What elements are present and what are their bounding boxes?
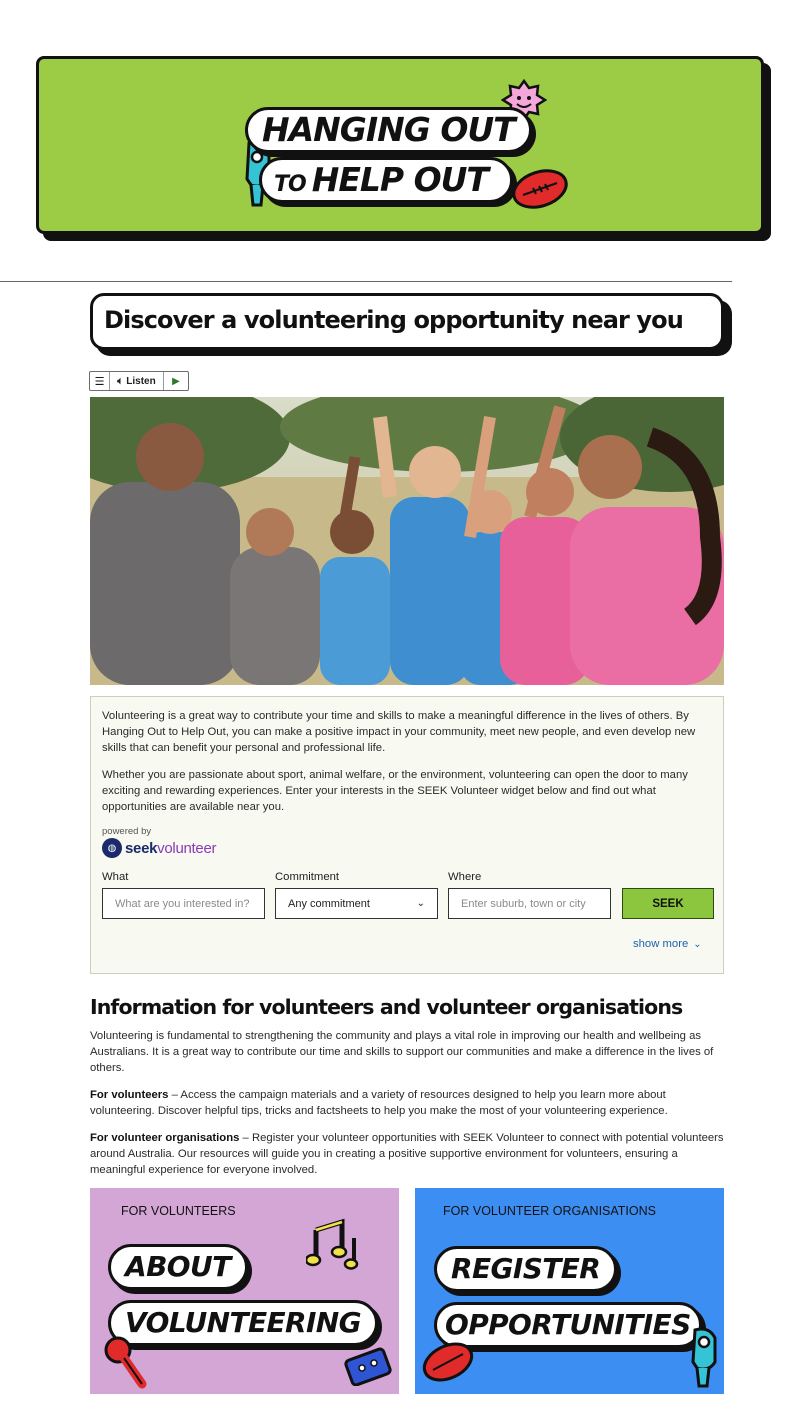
whistle-icon: [687, 1326, 721, 1390]
logo-line-2-main: HELP OUT: [311, 160, 488, 199]
speaker-icon: 🔈︎: [117, 375, 124, 387]
campaign-logo: [239, 79, 579, 219]
commitment-label: Commitment: [275, 871, 340, 883]
volunteers-bold: For volunteers: [90, 1089, 169, 1101]
page-title: Discover a volunteering opportunity near you: [104, 306, 683, 334]
seek-button[interactable]: SEEK: [622, 888, 714, 919]
section-divider: [0, 281, 732, 282]
football-icon: [419, 1338, 477, 1386]
music-notes-icon: [306, 1216, 364, 1272]
orgs-text: – Register your volunteer opportunities with SEEK Volunteer to connect with potential volunteers around Australia. Our resources will guide you in creating a positive supportive environment for volunteers, ensuring a meaningful experience for everyone involved.: [90, 1132, 724, 1176]
microphone-icon: [102, 1334, 150, 1390]
card-label: FOR VOLUNTEER ORGANISATIONS: [443, 1204, 656, 1218]
seek-volunteer-widget: [90, 696, 724, 974]
widget-interest-paragraph: Whether you are passionate about sport, animal welfare, or the environment, volunteering can open the door to many exciting and rewarding experiences. Enter your interests in the SEEK Volunteer widget below and find out what opportunities are available near you.: [102, 769, 688, 813]
about-volunteering-card[interactable]: [90, 1188, 399, 1394]
what-label: What: [102, 871, 129, 883]
commitment-select[interactable]: [275, 888, 438, 919]
card-line-2: OPPORTUNITIES: [434, 1302, 702, 1348]
volunteers-paragraph: [90, 1087, 730, 1119]
listen-button[interactable]: [110, 372, 164, 390]
logo-line-1: HANGING OUT: [245, 107, 532, 153]
where-input[interactable]: Enter suburb, town or city: [448, 888, 611, 919]
chevron-down-icon: ⌄: [693, 938, 702, 950]
seek-globe-icon: ◍: [102, 838, 122, 858]
football-icon: [509, 167, 571, 211]
logo-line-2: [259, 157, 513, 203]
card-line-1: REGISTER: [434, 1246, 617, 1292]
what-input[interactable]: What are you interested in?: [102, 888, 265, 919]
commitment-value: Any commitment: [288, 897, 370, 910]
register-opportunities-card[interactable]: [415, 1188, 724, 1394]
widget-intro-paragraph: Volunteering is a great way to contribute your time and skills to make a meaningful difference in the lives of others. By Hanging Out to Help Out, you can make a positive impact in your community, meet new people, and even develop new skills that can benefit your personal and professional life.: [102, 710, 696, 754]
menu-icon[interactable]: ☰: [90, 372, 110, 390]
campaign-banner: [36, 56, 764, 234]
play-icon[interactable]: ▶: [172, 375, 180, 387]
orgs-bold: For volunteer organisations: [90, 1132, 240, 1144]
heading-card: [90, 293, 724, 350]
card-line-2: VOLUNTEERING: [108, 1300, 378, 1346]
logo-line-2-small: TO: [274, 172, 306, 197]
volunteers-text: – Access the campaign materials and a variety of resources designed to help you learn more about volunteering. Discover helpful tips, tricks and factsheets to help you make the most of your volunteering experience.: [90, 1089, 668, 1117]
powered-by-label: powered by: [102, 826, 152, 837]
seek-volunteer-logo[interactable]: [102, 838, 216, 858]
cassette-icon: [344, 1346, 394, 1386]
where-label: Where: [448, 871, 482, 883]
show-more-label: show more: [633, 938, 689, 950]
show-more-link[interactable]: [633, 938, 702, 950]
orgs-paragraph: [90, 1130, 730, 1178]
chevron-down-icon: ⌄: [416, 898, 425, 909]
listen-widget: [89, 371, 189, 391]
card-line-1: ABOUT: [108, 1244, 248, 1290]
card-label: FOR VOLUNTEERS: [121, 1204, 236, 1218]
info-paragraph: Volunteering is fundamental to strengthening the community and plays a vital role in improving our health and wellbeing as Australians. It is a great way to contribute our time and skills to support our communities and make a difference in the lives of others.: [90, 1030, 714, 1074]
listen-label: Listen: [126, 375, 156, 387]
hero-photo: [90, 397, 724, 685]
brand-seek: seek: [125, 839, 158, 857]
info-heading: Information for volunteers and volunteer organisations: [90, 995, 683, 1019]
brand-volunteer: volunteer: [157, 839, 217, 857]
